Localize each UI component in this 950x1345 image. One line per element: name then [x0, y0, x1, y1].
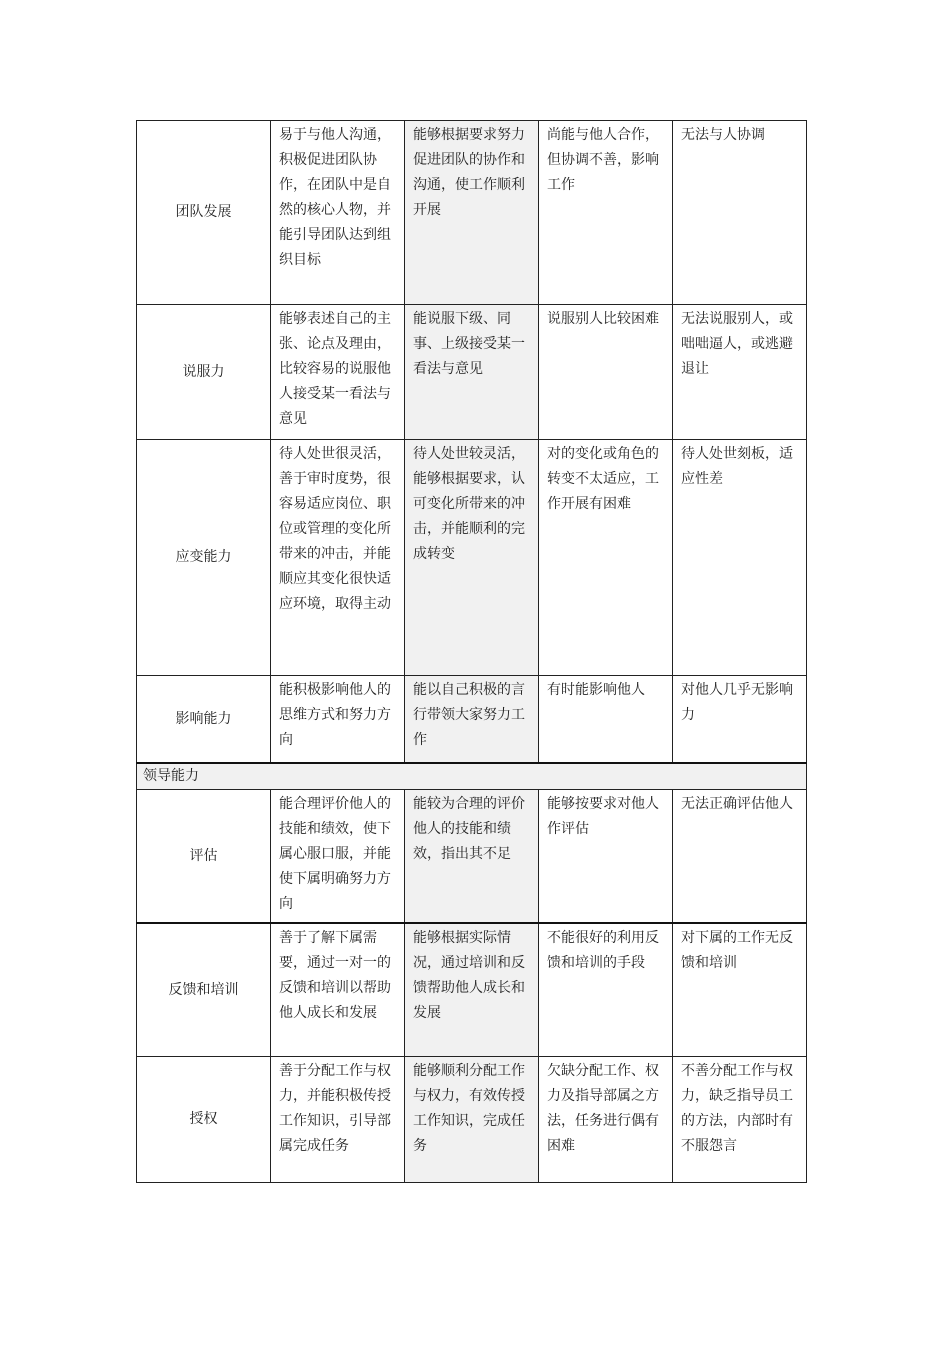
level-excellent-cell: 能合理评价他人的技能和绩效，使下属心服口服，并能使下属明确努力方向	[271, 790, 405, 924]
level-poor-cell: 无法说服别人，或咄咄逼人，或逃避退让	[673, 305, 807, 440]
level-poor-cell: 对下属的工作无反馈和培训	[673, 923, 807, 1057]
level-poor-cell: 待人处世刻板，适应性差	[673, 440, 807, 676]
level-good-cell: 待人处世较灵活，能够根据要求，认可变化所带来的冲击，并能顺利的完成转变	[405, 440, 539, 676]
table-row-team-development	[137, 121, 807, 305]
section-heading: 领导能力	[137, 763, 807, 790]
level-fair-cell: 尚能与他人合作，但协调不善，影响工作	[539, 121, 673, 305]
table-row-delegation	[137, 1057, 807, 1183]
row-label: 反馈和培训	[137, 923, 271, 1057]
level-fair-cell: 对的变化或角色的转变不太适应，工作开展有困难	[539, 440, 673, 676]
level-fair-cell: 欠缺分配工作、权力及指导部属之方法，任务进行偶有困难	[539, 1057, 673, 1183]
row-label: 影响能力	[137, 676, 271, 764]
level-fair-cell: 有时能影响他人	[539, 676, 673, 764]
level-excellent-cell: 待人处世很灵活，善于审时度势，很容易适应岗位、职位或管理的变化所带来的冲击，并能顺应其变化很快适应环境，取得主动	[271, 440, 405, 676]
row-label: 应变能力	[137, 440, 271, 676]
table-row-evaluation	[137, 790, 807, 924]
level-good-cell: 能较为合理的评价他人的技能和绩效，指出其不足	[405, 790, 539, 924]
table-row-adaptability	[137, 440, 807, 676]
level-good-cell: 能够根据实际情况，通过培训和反馈帮助他人成长和发展	[405, 923, 539, 1057]
level-poor-cell: 不善分配工作与权力，缺乏指导员工的方法，内部时有不服怨言	[673, 1057, 807, 1183]
level-excellent-cell: 易于与他人沟通，积极促进团队协作，在团队中是自然的核心人物，并能引导团队达到组织目标	[271, 121, 405, 305]
row-label: 团队发展	[137, 121, 271, 305]
level-good-cell: 能够顺利分配工作与权力，有效传授工作知识，完成任务	[405, 1057, 539, 1183]
level-good-cell: 能以自己积极的言行带领大家努力工作	[405, 676, 539, 764]
level-fair-cell: 说服别人比较困难	[539, 305, 673, 440]
level-poor-cell: 无法正确评估他人	[673, 790, 807, 924]
level-poor-cell: 对他人几乎无影响力	[673, 676, 807, 764]
level-good-cell: 能说服下级、同事、上级接受某一看法与意见	[405, 305, 539, 440]
table-row-influence	[137, 676, 807, 764]
level-good-cell: 能够根据要求努力促进团队的协作和沟通，使工作顺利开展	[405, 121, 539, 305]
table-row-feedback-training	[137, 923, 807, 1057]
table-row-persuasion	[137, 305, 807, 440]
level-fair-cell: 能够按要求对他人作评估	[539, 790, 673, 924]
section-heading-row	[137, 763, 807, 790]
level-fair-cell: 不能很好的利用反馈和培训的手段	[539, 923, 673, 1057]
level-excellent-cell: 能积极影响他人的思维方式和努力方向	[271, 676, 405, 764]
row-label: 授权	[137, 1057, 271, 1183]
level-excellent-cell: 能够表述自己的主张、论点及理由，比较容易的说服他人接受某一看法与意见	[271, 305, 405, 440]
level-poor-cell: 无法与人协调	[673, 121, 807, 305]
row-label: 说服力	[137, 305, 271, 440]
level-excellent-cell: 善于了解下属需要，通过一对一的反馈和培训以帮助他人成长和发展	[271, 923, 405, 1057]
level-excellent-cell: 善于分配工作与权力，并能积极传授工作知识，引导部属完成任务	[271, 1057, 405, 1183]
row-label: 评估	[137, 790, 271, 924]
competency-table	[136, 120, 807, 1183]
